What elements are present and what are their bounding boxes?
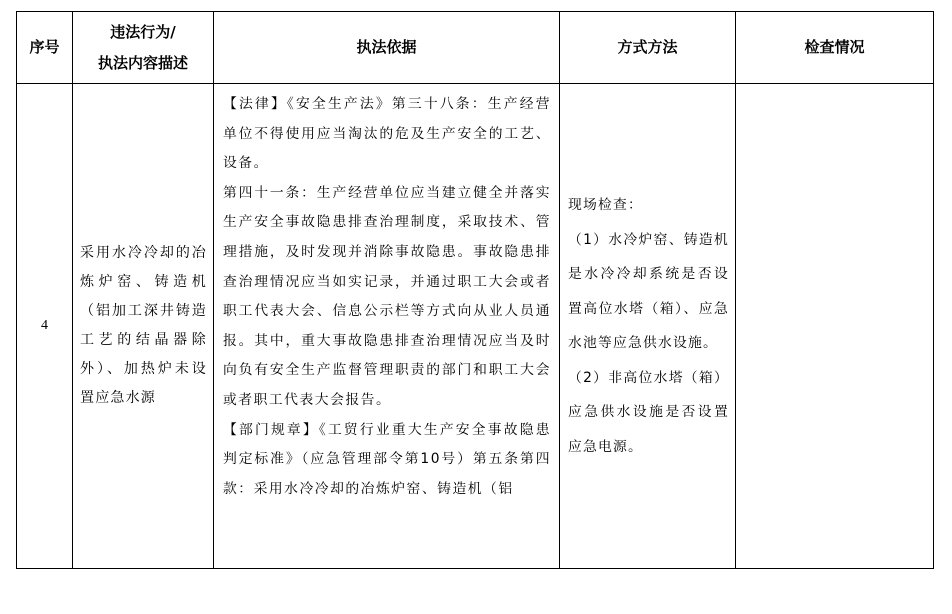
row-basis	[214, 84, 559, 568]
header-violation-line1: 违法行为/	[110, 22, 176, 41]
row-seq-value: 4	[41, 318, 48, 333]
row-inspection	[736, 84, 933, 568]
method-item-2: （2）非高位水塔（箱）应急供水设施是否设置应急电源。	[568, 369, 729, 455]
header-inspection	[736, 12, 933, 83]
method-item-1: （1）水冷炉窑、铸造机是水冷冷却系统是否设置高位水塔（箱）、应急水池等应急供水设施。	[568, 231, 729, 351]
row-violation	[73, 84, 213, 568]
header-basis-label: 执法依据	[356, 38, 417, 56]
basis-regulation-paragraph: 【部门规章】《工贸行业重大生产安全事故隐患判定标准》（应急管理部令第10号）第五条第四款：采用水冷冷却的冶炼炉窑、铸造机（铝	[223, 421, 551, 497]
header-seq	[17, 12, 72, 83]
method-intro: 现场检查：	[568, 197, 643, 213]
basis-article41-paragraph: 第四十一条：生产经营单位应当建立健全并落实生产安全事故隐患排查治理制度，采取技术、管理措施，及时发现并消除事故隐患。事故隐患排查治理情况应当如实记录，并通过职工大会或者职工代表大会、信息公示栏等方式向从业人员通报。其中，重大事故隐患排查治理情况应当及时向负有安全生产监督管理职责的部门和职工大会或者职工代表大会报告。	[223, 184, 551, 408]
header-violation-line2: 执法内容描述	[97, 53, 188, 72]
header-seq-label: 序号	[29, 38, 60, 56]
header-basis	[214, 12, 559, 83]
row-method	[560, 84, 735, 568]
header-violation	[73, 12, 213, 83]
enforcement-table	[16, 11, 934, 569]
row-seq	[17, 84, 72, 568]
header-inspection-label: 检查情况	[804, 38, 865, 56]
row-violation-text: 采用水冷冷却的冶炼炉窑、铸造机（铝加工深井铸造工艺的结晶器除外）、加热炉未设置应急水源	[80, 245, 207, 406]
basis-law-paragraph: 【法律】《安全生产法》第三十八条：生产经营单位不得使用应当淘汰的危及生产安全的工艺、设备。	[223, 96, 551, 172]
header-method	[560, 12, 735, 83]
header-method-label: 方式方法	[617, 38, 678, 56]
